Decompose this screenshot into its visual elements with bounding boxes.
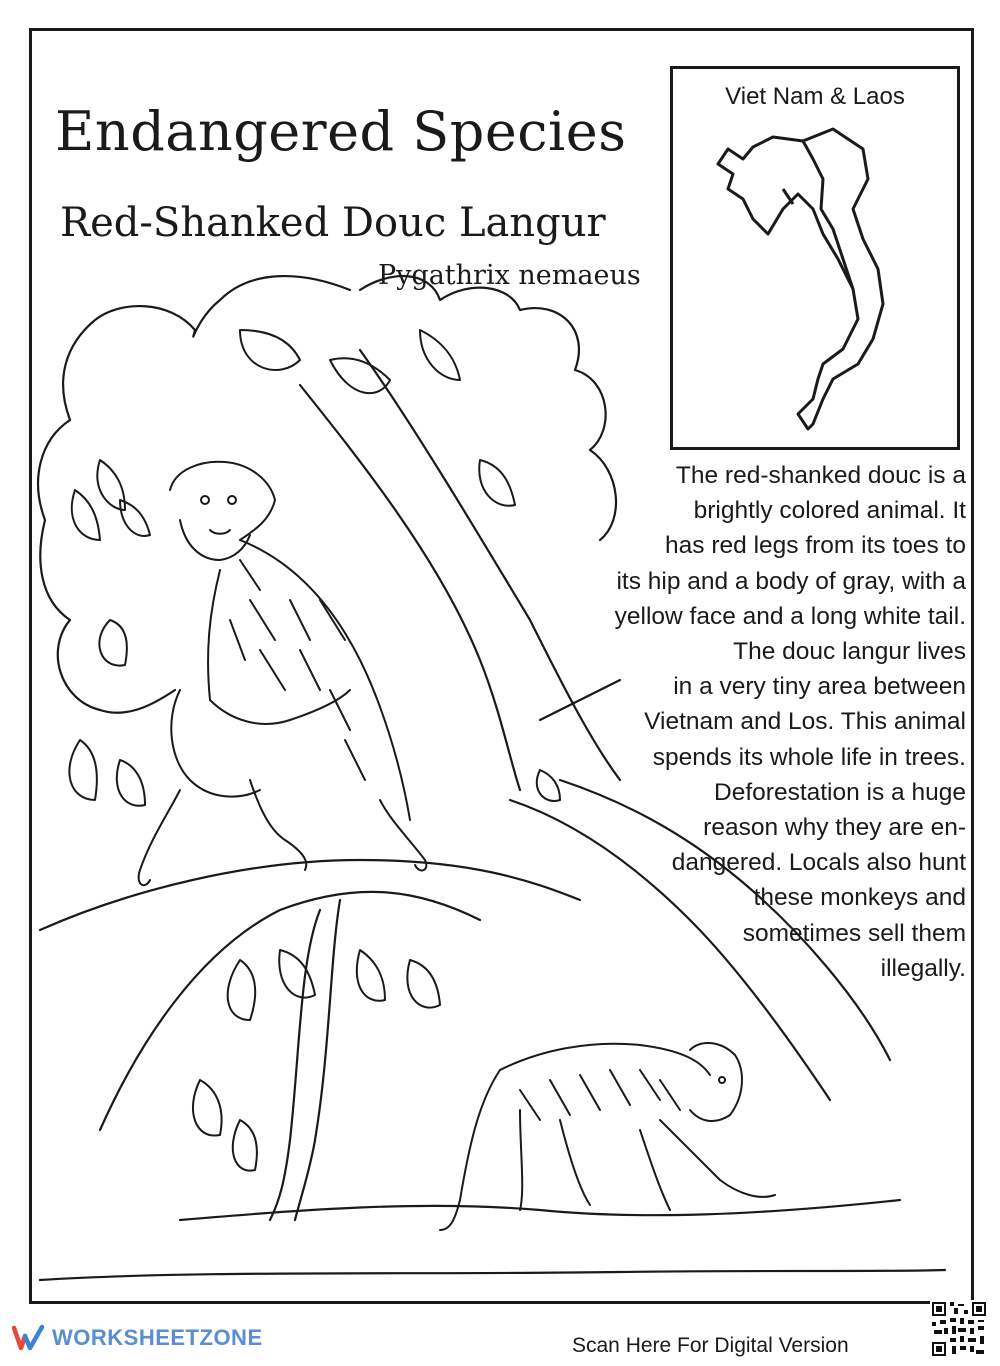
description-line: its hip and a body of gray, with a bbox=[616, 567, 966, 595]
hill bbox=[100, 892, 480, 1130]
description-line: dangered. Locals also hunt bbox=[671, 849, 966, 877]
logo-text: WORKSHEETZONE bbox=[52, 1325, 263, 1350]
species-description bbox=[536, 458, 966, 986]
bush-outline bbox=[38, 276, 350, 713]
ground bbox=[180, 1200, 900, 1220]
description-line: The douc langur lives bbox=[733, 638, 966, 666]
description-line: these monkeys and bbox=[753, 884, 966, 912]
walking-monkey bbox=[440, 1043, 775, 1230]
leaves bbox=[69, 330, 560, 1171]
description-line: Deforestation is a huge bbox=[714, 778, 966, 806]
qr-code-icon[interactable] bbox=[930, 1300, 988, 1358]
description-line: Vietnam and Los. This animal bbox=[644, 708, 966, 736]
description-line: in a very tiny area between bbox=[673, 673, 966, 701]
range-map-box bbox=[670, 66, 960, 450]
description-line: yellow face and a long white tail. bbox=[614, 602, 966, 630]
scientific-name: Pygathrix nemaeus bbox=[378, 260, 641, 291]
description-line: reason why they are en- bbox=[703, 814, 966, 842]
description-line: brightly colored animal. It bbox=[693, 497, 966, 525]
vine-2 bbox=[295, 900, 340, 1220]
tree-trunk bbox=[300, 385, 520, 790]
lower-branch bbox=[40, 860, 580, 930]
sitting-monkey bbox=[139, 462, 427, 885]
description-line: has red legs from its toes to bbox=[665, 532, 966, 560]
description-line: illegally. bbox=[880, 954, 966, 982]
page-title: Endangered Species bbox=[55, 100, 627, 163]
worksheetzone-logo[interactable] bbox=[12, 1324, 263, 1352]
map-label: Viet Nam & Laos bbox=[725, 83, 905, 110]
description-line: spends its whole life in trees. bbox=[652, 743, 966, 771]
description-line: The red-shanked douc is a bbox=[675, 462, 966, 489]
species-name: Red-Shanked Douc Langur bbox=[60, 200, 606, 246]
description-line: sometimes sell them bbox=[742, 919, 966, 947]
ground-2 bbox=[40, 1270, 945, 1280]
scan-instructions: Scan Here For Digital Version bbox=[572, 1334, 849, 1357]
worksheetzone-logo-icon bbox=[12, 1324, 46, 1352]
vietnam-laos-map-icon bbox=[673, 69, 963, 453]
